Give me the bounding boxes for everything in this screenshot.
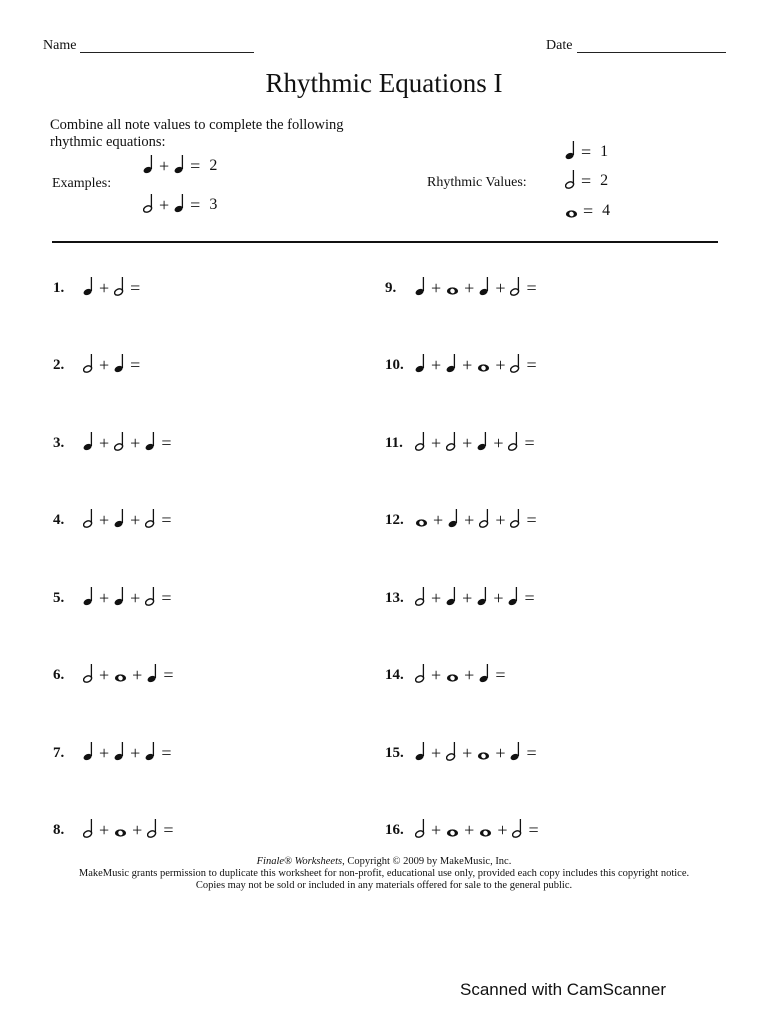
equation-9 (385, 277, 542, 299)
equation-number: 6. (53, 666, 65, 683)
example-1 (143, 155, 217, 177)
half-note-icon (143, 192, 154, 219)
quarter-note-icon (565, 139, 576, 166)
half-note-icon (145, 585, 156, 612)
rhythmic-value-number: 4 (602, 202, 611, 219)
equation-number: 11. (385, 434, 403, 451)
equation-2 (53, 354, 145, 376)
rhythmic-value-number: 2 (600, 172, 609, 189)
whole-note-icon (565, 198, 578, 225)
quarter-note-icon (479, 662, 490, 689)
equation-14 (385, 664, 510, 686)
half-note-icon (479, 507, 490, 534)
quarter-note-icon (510, 740, 521, 767)
equals-sign: = (190, 156, 201, 176)
note-sequence (83, 275, 145, 302)
equation-number: 15. (385, 744, 404, 761)
plus-sign: + (464, 278, 475, 298)
plus-sign: + (99, 278, 110, 298)
divider-line (52, 241, 718, 243)
note-sequence (415, 430, 540, 457)
half-note-icon (114, 275, 125, 302)
quarter-note-icon (114, 740, 125, 767)
plus-sign: + (431, 588, 442, 608)
note-sequence (415, 740, 542, 767)
note-sequence (83, 662, 178, 689)
footer-restriction: Copies may not be sold or included in any materials offered for sale to the general public. (195, 880, 573, 891)
half-note-icon (510, 275, 521, 302)
plus-sign: + (464, 665, 475, 685)
equation-5 (53, 587, 176, 609)
equation-15 (385, 742, 542, 764)
whole-note-icon (479, 817, 492, 844)
note-sequence (83, 507, 176, 534)
note-sequence (415, 507, 542, 534)
whole-note-icon (446, 817, 459, 844)
equation-13 (385, 587, 540, 609)
date-label: Date (546, 38, 573, 53)
half-note-icon (512, 817, 523, 844)
plus-sign: + (493, 433, 504, 453)
example-2 (143, 194, 217, 216)
equals-sign: = (526, 355, 537, 375)
plus-sign: + (431, 278, 442, 298)
equals-sign: = (161, 433, 172, 453)
plus-sign: + (99, 743, 110, 763)
plus-sign: + (495, 278, 506, 298)
half-note-icon (114, 430, 125, 457)
note-sequence (415, 352, 542, 379)
half-note-icon (83, 352, 94, 379)
whole-note-icon (114, 817, 127, 844)
plus-sign: + (99, 665, 110, 685)
equation-16 (385, 819, 544, 841)
equation-number: 12. (385, 511, 404, 528)
half-note-icon (83, 507, 94, 534)
equation-7 (53, 742, 176, 764)
name-field (43, 38, 76, 54)
quarter-note-icon (83, 585, 94, 612)
plus-sign: + (99, 510, 110, 530)
plus-sign: + (462, 588, 473, 608)
equals-sign: = (526, 510, 537, 530)
note-sequence (83, 352, 145, 379)
examples-label: Examples: (52, 176, 112, 191)
whole-note-icon (446, 275, 459, 302)
note-sequence (83, 740, 176, 767)
rhythmic-values-label: Rhythmic Values: (427, 175, 527, 190)
plus-sign: + (462, 355, 473, 375)
plus-sign: + (495, 743, 506, 763)
equals-sign: = (161, 743, 172, 763)
plus-sign: + (431, 820, 442, 840)
plus-sign: + (462, 743, 473, 763)
half-note-icon (83, 662, 94, 689)
equation-8 (53, 819, 178, 841)
equals-sign: = (526, 278, 537, 298)
footer-copyright (0, 856, 768, 868)
equals-sign: = (163, 665, 174, 685)
plus-sign: + (159, 156, 170, 176)
instructions: Combine all note values to complete the following rhythmic equations: (50, 117, 344, 150)
plus-sign: + (130, 588, 141, 608)
quarter-note-icon (446, 352, 457, 379)
equation-number: 4. (53, 511, 65, 528)
equation-number: 13. (385, 589, 404, 606)
plus-sign: + (464, 510, 475, 530)
equals-sign: = (581, 142, 592, 162)
note-sequence (415, 817, 544, 844)
plus-sign: + (493, 588, 504, 608)
quarter-note-icon (477, 585, 488, 612)
plus-sign: + (464, 820, 475, 840)
name-label: Name (43, 38, 77, 53)
half-note-icon (415, 817, 426, 844)
plus-sign: + (130, 433, 141, 453)
plus-sign: + (431, 355, 442, 375)
equation-number: 16. (385, 821, 404, 838)
equation-number: 9. (385, 279, 397, 296)
equation-number: 1. (53, 279, 65, 296)
quarter-note-icon (448, 507, 459, 534)
equation-6 (53, 664, 178, 686)
date-line (577, 52, 726, 53)
plus-sign: + (431, 433, 442, 453)
half-note-icon (508, 430, 519, 457)
plus-sign: + (495, 510, 506, 530)
quarter-note-icon (479, 275, 490, 302)
half-note-icon (145, 507, 156, 534)
note-sequence (415, 662, 510, 689)
equation-10 (385, 354, 542, 376)
plus-sign: + (132, 820, 143, 840)
scanner-watermark: Scanned with CamScanner (460, 980, 667, 999)
quarter-note-icon (83, 275, 94, 302)
rhythmic-value-2 (565, 170, 608, 192)
equation-number: 14. (385, 666, 404, 683)
date-field (546, 38, 572, 54)
equals-sign: = (583, 201, 594, 221)
quarter-note-icon (415, 740, 426, 767)
whole-note-icon (477, 740, 490, 767)
equation-number: 3. (53, 434, 65, 451)
note-sequence (83, 817, 178, 844)
plus-sign: + (99, 433, 110, 453)
note-sequence (83, 585, 176, 612)
footer-copyright-text: , Copyright © 2009 by MakeMusic, Inc. (342, 856, 512, 867)
name-line (80, 52, 254, 53)
rhythmic-value-3 (565, 200, 610, 222)
equals-sign: = (581, 171, 592, 191)
plus-sign: + (497, 820, 508, 840)
note-sequence (415, 275, 542, 302)
whole-note-icon (446, 662, 459, 689)
half-note-icon (446, 740, 457, 767)
equals-sign: = (528, 820, 539, 840)
quarter-note-icon (114, 352, 125, 379)
quarter-note-icon (145, 430, 156, 457)
equals-sign: = (526, 743, 537, 763)
equals-sign: = (163, 820, 174, 840)
equation-number: 7. (53, 744, 65, 761)
plus-sign: + (159, 195, 170, 215)
equals-sign: = (130, 278, 141, 298)
footer-permission: MakeMusic grants permission to duplicate this worksheet for non-profit, educational use only, provided each copy includes this copyright notice. (78, 868, 690, 879)
plus-sign: + (431, 743, 442, 763)
plus-sign: + (99, 355, 110, 375)
equals-sign: = (190, 195, 201, 215)
half-note-icon (510, 352, 521, 379)
quarter-note-icon (415, 275, 426, 302)
half-note-icon (415, 430, 426, 457)
quarter-note-icon (477, 430, 488, 457)
equals-sign: = (130, 355, 141, 375)
quarter-note-icon (114, 585, 125, 612)
half-note-icon (510, 507, 521, 534)
whole-note-icon (114, 662, 127, 689)
quarter-note-icon (415, 352, 426, 379)
rhythmic-value-1 (565, 141, 608, 163)
equals-sign: = (495, 665, 506, 685)
equation-1 (53, 277, 145, 299)
half-note-icon (415, 662, 426, 689)
half-note-icon (147, 817, 158, 844)
plus-sign: + (132, 665, 143, 685)
half-note-icon (83, 817, 94, 844)
rhythmic-value-number: 1 (600, 143, 609, 160)
half-note-icon (415, 585, 426, 612)
equation-number: 2. (53, 356, 65, 373)
quarter-note-icon (508, 585, 519, 612)
equation-number: 10. (385, 356, 404, 373)
quarter-note-icon (143, 153, 154, 180)
quarter-note-icon (446, 585, 457, 612)
equals-sign: = (524, 588, 535, 608)
quarter-note-icon (174, 192, 185, 219)
plus-sign: + (462, 433, 473, 453)
plus-sign: + (130, 743, 141, 763)
equals-sign: = (161, 510, 172, 530)
whole-note-icon (477, 352, 490, 379)
whole-note-icon (415, 507, 428, 534)
example-result: 3 (209, 196, 218, 213)
half-note-icon (446, 430, 457, 457)
quarter-note-icon (147, 662, 158, 689)
example-result: 2 (209, 157, 218, 174)
equation-12 (385, 509, 542, 531)
equals-sign: = (524, 433, 535, 453)
quarter-note-icon (83, 430, 94, 457)
quarter-note-icon (174, 153, 185, 180)
plus-sign: + (433, 510, 444, 530)
equation-number: 5. (53, 589, 65, 606)
equation-4 (53, 509, 176, 531)
plus-sign: + (130, 510, 141, 530)
plus-sign: + (431, 665, 442, 685)
equation-3 (53, 432, 176, 454)
page-title: Rhythmic Equations I (265, 68, 503, 98)
plus-sign: + (495, 355, 506, 375)
equation-11 (385, 432, 540, 454)
plus-sign: + (99, 820, 110, 840)
equation-number: 8. (53, 821, 65, 838)
note-sequence (83, 430, 176, 457)
quarter-note-icon (83, 740, 94, 767)
quarter-note-icon (145, 740, 156, 767)
half-note-icon (565, 168, 576, 195)
note-sequence (415, 585, 540, 612)
plus-sign: + (99, 588, 110, 608)
quarter-note-icon (114, 507, 125, 534)
equals-sign: = (161, 588, 172, 608)
footer-product-name: Finale® Worksheets (256, 856, 343, 867)
